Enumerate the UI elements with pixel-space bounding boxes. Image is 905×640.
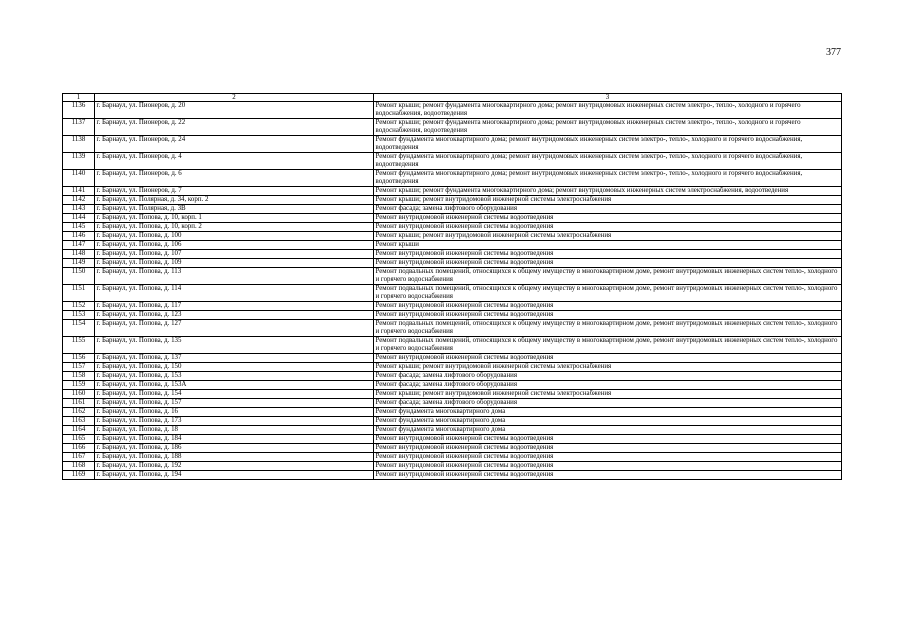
row-number-cell: 1165 xyxy=(63,435,95,444)
work-description-cell: Ремонт внутридомовой инженерной системы водоотведения xyxy=(374,453,842,462)
work-description-cell: Ремонт фасада; замена лифтового оборудования xyxy=(374,372,842,381)
table-row xyxy=(63,390,842,399)
table-row xyxy=(63,196,842,205)
address-cell: г. Барнаул, ул. Попова, д. 10, корп. 1 xyxy=(95,214,374,223)
work-description-cell: Ремонт внутридомовой инженерной системы водоотведения xyxy=(374,250,842,259)
address-cell: г. Барнаул, ул. Попова, д. 18 xyxy=(95,426,374,435)
work-description-cell: Ремонт фундамента многоквартирного дома; ремонт внутридомовых инженерных систем электро-, тепло-, холодного и горячего водоснабжения, водоотведения xyxy=(374,170,842,187)
row-number-cell: 1146 xyxy=(63,232,95,241)
table-row xyxy=(63,259,842,268)
address-cell: г. Барнаул, ул. Пионеров, д. 4 xyxy=(95,153,374,170)
table-row xyxy=(63,302,842,311)
row-number-cell: 1156 xyxy=(63,354,95,363)
address-cell: г. Барнаул, ул. Полярная, д. 3В xyxy=(95,205,374,214)
row-number-cell: 1139 xyxy=(63,153,95,170)
table-row xyxy=(63,170,842,187)
address-cell: г. Барнаул, ул. Пионеров, д. 20 xyxy=(95,102,374,119)
work-description-cell: Ремонт крыши; ремонт внутридомовой инженерной системы электроснабжения xyxy=(374,363,842,372)
row-number-cell: 1153 xyxy=(63,311,95,320)
table-row xyxy=(63,223,842,232)
header-col-2: 2 xyxy=(95,94,374,102)
address-cell: г. Барнаул, ул. Пионеров, д. 7 xyxy=(95,187,374,196)
row-number-cell: 1144 xyxy=(63,214,95,223)
row-number-cell: 1137 xyxy=(63,119,95,136)
work-description-cell: Ремонт крыши; ремонт внутридомовой инженерной системы электроснабжения xyxy=(374,232,842,241)
address-cell: г. Барнаул, ул. Попова, д. 106 xyxy=(95,241,374,250)
work-description-cell: Ремонт фундамента многоквартирного дома; ремонт внутридомовых инженерных систем электро-, тепло-, холодного и горячего водоснабжения, водоотведения xyxy=(374,153,842,170)
table-row xyxy=(63,337,842,354)
work-description-cell: Ремонт внутридомовой инженерной системы водоотведения xyxy=(374,354,842,363)
row-number-cell: 1148 xyxy=(63,250,95,259)
table-row xyxy=(63,205,842,214)
address-cell: г. Барнаул, ул. Попова, д. 192 xyxy=(95,462,374,471)
row-number-cell: 1154 xyxy=(63,320,95,337)
page-number: 377 xyxy=(826,47,841,58)
row-number-cell: 1147 xyxy=(63,241,95,250)
work-description-cell: Ремонт фундамента многоквартирного дома xyxy=(374,426,842,435)
row-number-cell: 1169 xyxy=(63,471,95,480)
work-description-cell: Ремонт внутридомовой инженерной системы водоотведения xyxy=(374,435,842,444)
address-cell: г. Барнаул, ул. Попова, д. 117 xyxy=(95,302,374,311)
address-cell: г. Барнаул, ул. Попова, д. 157 xyxy=(95,399,374,408)
work-description-cell: Ремонт подвальных помещений, относящихся к общему имуществу в многоквартирном доме, ремонт внутридомовых инженерных систем тепло-, холодного и горячего водоснабжения xyxy=(374,320,842,337)
work-description-cell: Ремонт крыши; ремонт фундамента многоквартирного дома; ремонт внутридомовых инженерных систем электроснабжения, водоотведения xyxy=(374,187,842,196)
header-col-3: 3 xyxy=(374,94,842,102)
table-row xyxy=(63,408,842,417)
address-cell: г. Барнаул, ул. Попова, д. 186 xyxy=(95,444,374,453)
table-row xyxy=(63,102,842,119)
address-cell: г. Барнаул, ул. Попова, д. 16 xyxy=(95,408,374,417)
work-description-cell: Ремонт внутридомовой инженерной системы водоотведения xyxy=(374,444,842,453)
table-row xyxy=(63,285,842,302)
row-number-cell: 1167 xyxy=(63,453,95,462)
row-number-cell: 1152 xyxy=(63,302,95,311)
work-description-cell: Ремонт фасада; замена лифтового оборудования xyxy=(374,399,842,408)
work-description-cell: Ремонт подвальных помещений, относящихся к общему имуществу в многоквартирном доме, ремонт внутридомовых инженерных систем тепло-, холодного и горячего водоснабжения xyxy=(374,268,842,285)
table-row xyxy=(63,363,842,372)
work-description-cell: Ремонт подвальных помещений, относящихся к общему имуществу в многоквартирном доме, ремонт внутридомовых инженерных систем тепло-, холодного и горячего водоснабжения xyxy=(374,285,842,302)
table-row xyxy=(63,444,842,453)
work-description-cell: Ремонт крыши; ремонт внутридомовой инженерной системы электроснабжения xyxy=(374,390,842,399)
work-description-cell: Ремонт крыши; ремонт внутридомовой инженерной системы электроснабжения xyxy=(374,196,842,205)
address-cell: г. Барнаул, ул. Попова, д. 123 xyxy=(95,311,374,320)
row-number-cell: 1150 xyxy=(63,268,95,285)
table-row xyxy=(63,435,842,444)
work-description-cell: Ремонт фасада; замена лифтового оборудования xyxy=(374,381,842,390)
row-number-cell: 1141 xyxy=(63,187,95,196)
row-number-cell: 1145 xyxy=(63,223,95,232)
work-description-cell: Ремонт фундамента многоквартирного дома; ремонт внутридомовых инженерных систем электро-, тепло-, холодного и горячего водоснабжения, водоотведения xyxy=(374,136,842,153)
work-description-cell: Ремонт крыши xyxy=(374,241,842,250)
table-body xyxy=(63,102,842,480)
table-row xyxy=(63,417,842,426)
work-description-cell: Ремонт крыши; ремонт фундамента многоквартирного дома; ремонт внутридомовых инженерных систем электро-, тепло-, холодного и горячего водоснабжения, водоотведения xyxy=(374,119,842,136)
address-cell: г. Барнаул, ул. Попова, д. 10, корп. 2 xyxy=(95,223,374,232)
work-description-cell: Ремонт фундамента многоквартирного дома xyxy=(374,417,842,426)
row-number-cell: 1140 xyxy=(63,170,95,187)
table-row xyxy=(63,232,842,241)
work-description-cell: Ремонт фундамента многоквартирного дома xyxy=(374,408,842,417)
address-cell: г. Барнаул, ул. Пионеров, д. 22 xyxy=(95,119,374,136)
row-number-cell: 1149 xyxy=(63,259,95,268)
row-number-cell: 1142 xyxy=(63,196,95,205)
work-description-cell: Ремонт внутридомовой инженерной системы водоотведения xyxy=(374,471,842,480)
work-description-cell: Ремонт крыши; ремонт фундамента многоквартирного дома; ремонт внутридомовых инженерных систем электро-, тепло-, холодного и горячего водоснабжения, водоотведения xyxy=(374,102,842,119)
address-cell: г. Барнаул, ул. Попова, д. 114 xyxy=(95,285,374,302)
row-number-cell: 1158 xyxy=(63,372,95,381)
address-cell: г. Барнаул, ул. Попова, д. 153А xyxy=(95,381,374,390)
table-row xyxy=(63,241,842,250)
table-header xyxy=(63,94,842,102)
work-description-cell: Ремонт внутридомовой инженерной системы водоотведения xyxy=(374,462,842,471)
address-cell: г. Барнаул, ул. Попова, д. 109 xyxy=(95,259,374,268)
table-row xyxy=(63,372,842,381)
header-row xyxy=(63,94,842,102)
table-row xyxy=(63,187,842,196)
address-cell: г. Барнаул, ул. Попова, д. 188 xyxy=(95,453,374,462)
address-cell: г. Барнаул, ул. Пионеров, д. 6 xyxy=(95,170,374,187)
row-number-cell: 1161 xyxy=(63,399,95,408)
table-row xyxy=(63,426,842,435)
address-cell: г. Барнаул, ул. Попова, д. 135 xyxy=(95,337,374,354)
table-row xyxy=(63,136,842,153)
work-description-cell: Ремонт внутридомовой инженерной системы водоотведения xyxy=(374,311,842,320)
address-cell: г. Барнаул, ул. Пионеров, д. 24 xyxy=(95,136,374,153)
work-description-cell: Ремонт внутридомовой инженерной системы водоотведения xyxy=(374,214,842,223)
address-cell: г. Барнаул, ул. Полярная, д. 34, корп. 2 xyxy=(95,196,374,205)
table-row xyxy=(63,453,842,462)
address-cell: г. Барнаул, ул. Попова, д. 184 xyxy=(95,435,374,444)
table-row xyxy=(63,311,842,320)
address-cell: г. Барнаул, ул. Попова, д. 113 xyxy=(95,268,374,285)
table-row xyxy=(63,399,842,408)
address-cell: г. Барнаул, ул. Попова, д. 137 xyxy=(95,354,374,363)
row-number-cell: 1143 xyxy=(63,205,95,214)
work-description-cell: Ремонт внутридомовой инженерной системы водоотведения xyxy=(374,302,842,311)
row-number-cell: 1155 xyxy=(63,337,95,354)
work-description-cell: Ремонт внутридомовой инженерной системы водоотведения xyxy=(374,259,842,268)
address-cell: г. Барнаул, ул. Попова, д. 127 xyxy=(95,320,374,337)
table-row xyxy=(63,214,842,223)
row-number-cell: 1162 xyxy=(63,408,95,417)
table-row xyxy=(63,381,842,390)
address-cell: г. Барнаул, ул. Попова, д. 194 xyxy=(95,471,374,480)
row-number-cell: 1138 xyxy=(63,136,95,153)
address-cell: г. Барнаул, ул. Попова, д. 107 xyxy=(95,250,374,259)
row-number-cell: 1157 xyxy=(63,363,95,372)
table-row xyxy=(63,119,842,136)
work-description-cell: Ремонт внутридомовой инженерной системы водоотведения xyxy=(374,223,842,232)
row-number-cell: 1136 xyxy=(63,102,95,119)
table-row xyxy=(63,462,842,471)
work-description-cell: Ремонт фасада; замена лифтового оборудования xyxy=(374,205,842,214)
table-row xyxy=(63,354,842,363)
table-row xyxy=(63,153,842,170)
row-number-cell: 1166 xyxy=(63,444,95,453)
address-cell: г. Барнаул, ул. Попова, д. 154 xyxy=(95,390,374,399)
row-number-cell: 1151 xyxy=(63,285,95,302)
repair-table xyxy=(62,93,842,480)
address-cell: г. Барнаул, ул. Попова, д. 173 xyxy=(95,417,374,426)
work-description-cell: Ремонт подвальных помещений, относящихся к общему имуществу в многоквартирном доме, ремонт внутридомовых инженерных систем тепло-, холодного и горячего водоснабжения xyxy=(374,337,842,354)
header-col-1: 1 xyxy=(63,94,95,102)
row-number-cell: 1160 xyxy=(63,390,95,399)
table-row xyxy=(63,250,842,259)
address-cell: г. Барнаул, ул. Попова, д. 150 xyxy=(95,363,374,372)
table-row xyxy=(63,471,842,480)
address-cell: г. Барнаул, ул. Попова, д. 153 xyxy=(95,372,374,381)
row-number-cell: 1164 xyxy=(63,426,95,435)
row-number-cell: 1163 xyxy=(63,417,95,426)
table-row xyxy=(63,268,842,285)
table-row xyxy=(63,320,842,337)
row-number-cell: 1159 xyxy=(63,381,95,390)
row-number-cell: 1168 xyxy=(63,462,95,471)
address-cell: г. Барнаул, ул. Попова, д. 100 xyxy=(95,232,374,241)
